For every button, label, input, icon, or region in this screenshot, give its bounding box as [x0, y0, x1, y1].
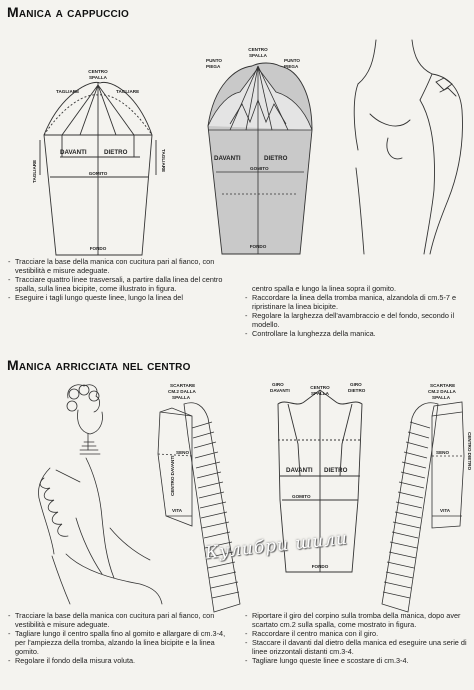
label-side-tagliare-left: TAGLIARE — [32, 159, 37, 183]
text-item: - Tagliare lungo queste linee e scostare di cm.3-4. — [245, 657, 470, 666]
text-item: - Tracciare quattro linee trasversali, a partire dalla linea del centro spalla, sulla linea bicipite, come illustrato in figura. — [8, 276, 233, 294]
text-item: - Eseguire i tagli lungo queste linee, lungo la linea del — [8, 294, 233, 303]
text-item: - Tagliare lungo il centro spalla fino al gomito e allargare di cm.3-4, per l'ampiezza della tromba, alzando la linea bicipite e la linea gomito. — [8, 630, 233, 657]
label-spalla: SPALLA — [432, 395, 451, 400]
label-gomito: GOMITO — [292, 494, 311, 499]
label-scartare: SCARTARE — [170, 383, 196, 388]
text-item: - Staccare il davanti dal dietro della manica ed eseguire una serie di linee orizzontali distanti cm.3-4. — [245, 639, 470, 657]
watermark: Кулибри шили — [204, 528, 349, 564]
text-item: centro spalla e lungo la linea sopra il gomito. — [252, 284, 396, 293]
label-side-tagliare-right: TAGLIARE — [161, 149, 166, 173]
label-davanti: DAVANTI — [60, 149, 87, 156]
label-punto-right: PUNTO — [284, 58, 300, 63]
section-title-manica-arricciata: Manica arricciata nel centro — [7, 357, 191, 373]
label-dietro-top: DIETRO — [348, 388, 366, 393]
label-centro: CENTRO — [248, 47, 268, 52]
label-dietro: DIETRO — [324, 467, 348, 474]
section2-text-left — [8, 612, 233, 665]
text-item: - Controllare la lunghezza della manica. — [245, 330, 470, 339]
label-centro: CENTRO — [310, 385, 330, 390]
label-vita: VITA — [440, 508, 451, 513]
label-fondo: FONDO — [311, 564, 329, 569]
text-item: - Tracciare la base della manica con cucitura pari al fianco, con vestibilità e misure adeguate. — [8, 612, 233, 630]
label-giro: GIRO — [272, 382, 284, 387]
label-spalla: SPALLA — [310, 391, 330, 396]
text-item: - Riportare il giro del corpino sulla tromba della manica, dopo aver scartato cm.2 sulla spalla, come mostrato in figura. — [245, 612, 470, 630]
label-seno: SENO — [176, 450, 190, 455]
sleeve-cappuccio-diagram — [200, 44, 320, 254]
section1-text-left — [8, 258, 233, 303]
label-gomito: GOMITO — [88, 171, 108, 176]
label-centro: CENTRO — [88, 69, 108, 74]
label-dietro: DIETRO — [104, 149, 128, 156]
label-tagliare-right: TAGLIARE — [116, 89, 140, 94]
label-centro-davanti: CENTRO DAVANTI — [170, 455, 175, 496]
label-davanti: DAVANTI — [286, 467, 313, 474]
label-fondo: FONDO — [249, 244, 267, 249]
label-spalla: SPALLA — [88, 75, 108, 80]
label-davanti-top: DAVANTI — [270, 388, 290, 393]
label-piega-left: PIEGA — [206, 64, 221, 69]
section1-text-right — [245, 285, 470, 338]
label-vita: VITA — [172, 508, 183, 513]
label-davanti: DAVANTI — [214, 155, 241, 162]
label-spalla: SPALLA — [248, 53, 268, 58]
text-item: - Regolare il fondo della misura voluta. — [8, 657, 233, 666]
label-cm2: CM.2 DALLA — [428, 389, 456, 394]
label-centro-dietro: CENTRO DIETRO — [467, 432, 472, 471]
section2-text-right — [245, 612, 470, 665]
text-item: - Tracciare la base della manica con cucitura pari al fianco, con vestibilità e misure adeguate. — [8, 258, 233, 276]
woman-sleeve-sketch — [10, 378, 170, 606]
sleeve-cappuccio-sketch — [344, 40, 474, 255]
label-fondo: FONDO — [89, 246, 107, 251]
label-giro: GIRO — [350, 382, 362, 387]
text-item: - Raccordare il centro manica con il giro. — [245, 630, 470, 639]
label-punto-left: PUNTO — [206, 58, 222, 63]
label-spalla: SPALLA — [172, 395, 191, 400]
back-bodice-sleeve-diagram — [372, 376, 474, 616]
section-title-manica-a-cappuccio: Manica a cappuccio — [7, 4, 129, 20]
label-seno: SENO — [436, 450, 450, 455]
label-piega-right: PIEGA — [284, 64, 299, 69]
label-dietro: DIETRO — [264, 155, 288, 162]
sleeve-base-pattern-diagram — [0, 65, 166, 260]
text-item: - Raccordare la linea della tromba manica, alzandola di cm.5-7 e ripristinare la linea bicipite. — [245, 294, 470, 312]
front-bodice-sleeve-diagram — [148, 376, 248, 616]
label-tagliare-left: TAGLIARE — [56, 89, 80, 94]
label-gomito: GOMITO — [250, 166, 269, 171]
label-cm2: CM.2 DALLA — [168, 389, 196, 394]
text-item: - Regolare la larghezza dell'avambraccio e del fondo, secondo il modello. — [245, 312, 470, 330]
label-scartare: SCARTARE — [430, 383, 456, 388]
